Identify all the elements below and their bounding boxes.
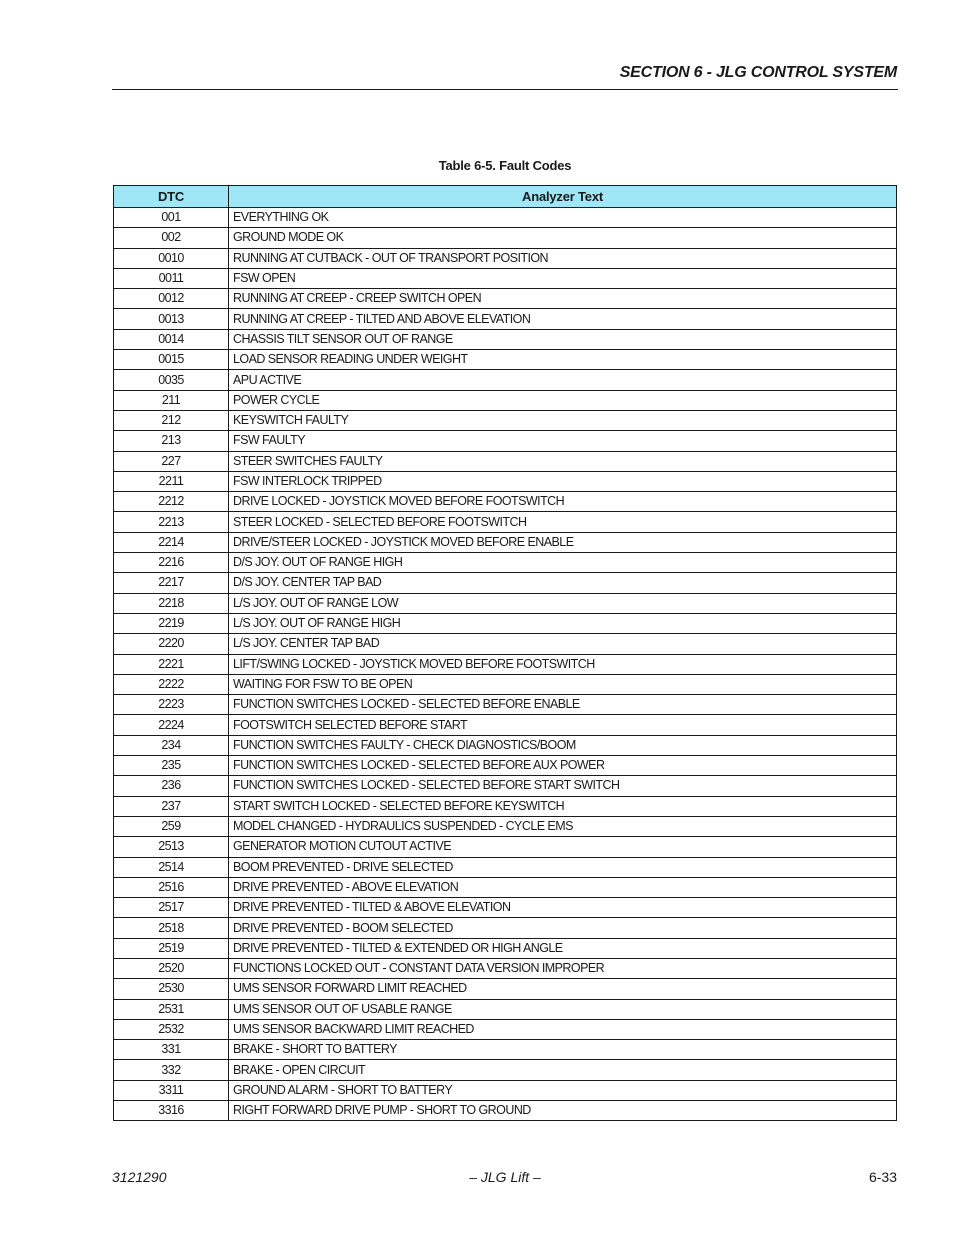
dtc-cell: 2513 [114, 837, 229, 857]
dtc-cell: 2218 [114, 593, 229, 613]
analyzer-text-cell: DRIVE LOCKED - JOYSTICK MOVED BEFORE FOOTSWITCH [229, 492, 897, 512]
analyzer-text-cell: UMS SENSOR BACKWARD LIMIT REACHED [229, 1019, 897, 1039]
analyzer-text-cell: L/S JOY. OUT OF RANGE HIGH [229, 613, 897, 633]
table-row [114, 877, 897, 897]
dtc-cell: 0011 [114, 268, 229, 288]
dtc-cell: 2514 [114, 857, 229, 877]
table-row [114, 289, 897, 309]
table-row [114, 309, 897, 329]
table-row [114, 816, 897, 836]
table-row [114, 532, 897, 552]
analyzer-text-cell: GENERATOR MOTION CUTOUT ACTIVE [229, 837, 897, 857]
analyzer-text-cell: DRIVE PREVENTED - BOOM SELECTED [229, 918, 897, 938]
dtc-cell: 332 [114, 1060, 229, 1080]
dtc-cell: 2213 [114, 512, 229, 532]
header-rule [112, 89, 898, 90]
analyzer-text-cell: FSW OPEN [229, 268, 897, 288]
table-row [114, 370, 897, 390]
table-row [114, 1040, 897, 1060]
analyzer-text-cell: CHASSIS TILT SENSOR OUT OF RANGE [229, 329, 897, 349]
table-row [114, 268, 897, 288]
analyzer-text-cell: POWER CYCLE [229, 390, 897, 410]
analyzer-text-cell: EVERYTHING OK [229, 208, 897, 228]
analyzer-text-cell: RUNNING AT CREEP - TILTED AND ABOVE ELEVATION [229, 309, 897, 329]
dtc-cell: 211 [114, 390, 229, 410]
table-row [114, 1060, 897, 1080]
analyzer-text-cell: WAITING FOR FSW TO BE OPEN [229, 674, 897, 694]
table-body [114, 208, 897, 1121]
dtc-cell: 2221 [114, 654, 229, 674]
analyzer-text-cell: DRIVE PREVENTED - ABOVE ELEVATION [229, 877, 897, 897]
table-row [114, 1101, 897, 1121]
dtc-cell: 3316 [114, 1101, 229, 1121]
dtc-cell: 2222 [114, 674, 229, 694]
document-number: 3121290 [112, 1169, 167, 1185]
table-row [114, 593, 897, 613]
analyzer-text-cell: KEYSWITCH FAULTY [229, 410, 897, 430]
analyzer-text-cell: FUNCTION SWITCHES LOCKED - SELECTED BEFORE START SWITCH [229, 776, 897, 796]
analyzer-text-cell: RUNNING AT CREEP - CREEP SWITCH OPEN [229, 289, 897, 309]
table-row [114, 715, 897, 735]
dtc-cell: 2520 [114, 958, 229, 978]
analyzer-text-cell: FUNCTION SWITCHES LOCKED - SELECTED BEFORE ENABLE [229, 695, 897, 715]
table-row [114, 248, 897, 268]
table-row [114, 573, 897, 593]
table-header-row [114, 186, 897, 208]
analyzer-text-cell: BOOM PREVENTED - DRIVE SELECTED [229, 857, 897, 877]
analyzer-text-cell: FSW INTERLOCK TRIPPED [229, 471, 897, 491]
footer-brand: – JLG Lift – [469, 1169, 541, 1185]
table-row [114, 1019, 897, 1039]
analyzer-text-cell: DRIVE PREVENTED - TILTED & EXTENDED OR HIGH ANGLE [229, 938, 897, 958]
dtc-cell: 235 [114, 756, 229, 776]
table-row [114, 492, 897, 512]
table-row [114, 208, 897, 228]
table-row [114, 329, 897, 349]
dtc-cell: 212 [114, 410, 229, 430]
dtc-cell: 259 [114, 816, 229, 836]
dtc-cell: 0010 [114, 248, 229, 268]
dtc-cell: 2212 [114, 492, 229, 512]
analyzer-text-cell: L/S JOY. OUT OF RANGE LOW [229, 593, 897, 613]
table-row [114, 776, 897, 796]
dtc-cell: 2220 [114, 634, 229, 654]
analyzer-text-cell: UMS SENSOR FORWARD LIMIT REACHED [229, 979, 897, 999]
dtc-cell: 3311 [114, 1080, 229, 1100]
table-row [114, 553, 897, 573]
analyzer-text-cell: UMS SENSOR OUT OF USABLE RANGE [229, 999, 897, 1019]
analyzer-text-cell: FUNCTION SWITCHES FAULTY - CHECK DIAGNOSTICS/BOOM [229, 735, 897, 755]
dtc-cell: 2219 [114, 613, 229, 633]
table-row [114, 735, 897, 755]
analyzer-text-cell: GROUND ALARM - SHORT TO BATTERY [229, 1080, 897, 1100]
dtc-cell: 2519 [114, 938, 229, 958]
dtc-cell: 213 [114, 431, 229, 451]
column-header-analyzer-text: Analyzer Text [229, 186, 897, 208]
dtc-cell: 2516 [114, 877, 229, 897]
analyzer-text-cell: D/S JOY. OUT OF RANGE HIGH [229, 553, 897, 573]
dtc-cell: 0013 [114, 309, 229, 329]
analyzer-text-cell: START SWITCH LOCKED - SELECTED BEFORE KEYSWITCH [229, 796, 897, 816]
table-row [114, 410, 897, 430]
table-row [114, 512, 897, 532]
dtc-cell: 2217 [114, 573, 229, 593]
dtc-cell: 2532 [114, 1019, 229, 1039]
dtc-cell: 2518 [114, 918, 229, 938]
dtc-cell: 2216 [114, 553, 229, 573]
analyzer-text-cell: D/S JOY. CENTER TAP BAD [229, 573, 897, 593]
analyzer-text-cell: BRAKE - SHORT TO BATTERY [229, 1040, 897, 1060]
dtc-cell: 2530 [114, 979, 229, 999]
analyzer-text-cell: LIFT/SWING LOCKED - JOYSTICK MOVED BEFORE FOOTSWITCH [229, 654, 897, 674]
dtc-cell: 0012 [114, 289, 229, 309]
analyzer-text-cell: RIGHT FORWARD DRIVE PUMP - SHORT TO GROUND [229, 1101, 897, 1121]
analyzer-text-cell: RUNNING AT CUTBACK - OUT OF TRANSPORT POSITION [229, 248, 897, 268]
analyzer-text-cell: BRAKE - OPEN CIRCUIT [229, 1060, 897, 1080]
dtc-cell: 227 [114, 451, 229, 471]
table-caption: Table 6-5. Fault Codes [438, 158, 572, 173]
analyzer-text-cell: GROUND MODE OK [229, 228, 897, 248]
table-row [114, 796, 897, 816]
analyzer-text-cell: APU ACTIVE [229, 370, 897, 390]
table-row [114, 634, 897, 654]
analyzer-text-cell: STEER SWITCHES FAULTY [229, 451, 897, 471]
table-row [114, 613, 897, 633]
dtc-cell: 2223 [114, 695, 229, 715]
column-header-dtc: DTC [114, 186, 229, 208]
table-row [114, 979, 897, 999]
dtc-cell: 2211 [114, 471, 229, 491]
analyzer-text-cell: DRIVE PREVENTED - TILTED & ABOVE ELEVATION [229, 898, 897, 918]
table-row [114, 654, 897, 674]
table-row [114, 451, 897, 471]
dtc-cell: 331 [114, 1040, 229, 1060]
table-row [114, 674, 897, 694]
dtc-cell: 236 [114, 776, 229, 796]
analyzer-text-cell: STEER LOCKED - SELECTED BEFORE FOOTSWITCH [229, 512, 897, 532]
analyzer-text-cell: FSW FAULTY [229, 431, 897, 451]
dtc-cell: 234 [114, 735, 229, 755]
table-row [114, 898, 897, 918]
section-title: SECTION 6 - JLG CONTROL SYSTEM [619, 64, 897, 81]
table-row [114, 837, 897, 857]
dtc-cell: 2531 [114, 999, 229, 1019]
table-row [114, 918, 897, 938]
analyzer-text-cell: MODEL CHANGED - HYDRAULICS SUSPENDED - CYCLE EMS [229, 816, 897, 836]
dtc-cell: 0015 [114, 350, 229, 370]
table-row [114, 431, 897, 451]
analyzer-text-cell: FOOTSWITCH SELECTED BEFORE START [229, 715, 897, 735]
table-row [114, 999, 897, 1019]
table-row [114, 228, 897, 248]
table-row [114, 1080, 897, 1100]
analyzer-text-cell: L/S JOY. CENTER TAP BAD [229, 634, 897, 654]
fault-codes-table [113, 185, 897, 1121]
dtc-cell: 2214 [114, 532, 229, 552]
table-row [114, 695, 897, 715]
dtc-cell: 001 [114, 208, 229, 228]
table-row [114, 756, 897, 776]
table-row [114, 857, 897, 877]
table-row [114, 938, 897, 958]
dtc-cell: 0014 [114, 329, 229, 349]
analyzer-text-cell: FUNCTION SWITCHES LOCKED - SELECTED BEFORE AUX POWER [229, 756, 897, 776]
analyzer-text-cell: FUNCTIONS LOCKED OUT - CONSTANT DATA VERSION IMPROPER [229, 958, 897, 978]
dtc-cell: 2517 [114, 898, 229, 918]
page-number: 6-33 [868, 1169, 897, 1185]
table-row [114, 350, 897, 370]
dtc-cell: 0035 [114, 370, 229, 390]
dtc-cell: 237 [114, 796, 229, 816]
table-row [114, 958, 897, 978]
table-row [114, 471, 897, 491]
dtc-cell: 2224 [114, 715, 229, 735]
analyzer-text-cell: DRIVE/STEER LOCKED - JOYSTICK MOVED BEFORE ENABLE [229, 532, 897, 552]
analyzer-text-cell: LOAD SENSOR READING UNDER WEIGHT [229, 350, 897, 370]
table-row [114, 390, 897, 410]
dtc-cell: 002 [114, 228, 229, 248]
